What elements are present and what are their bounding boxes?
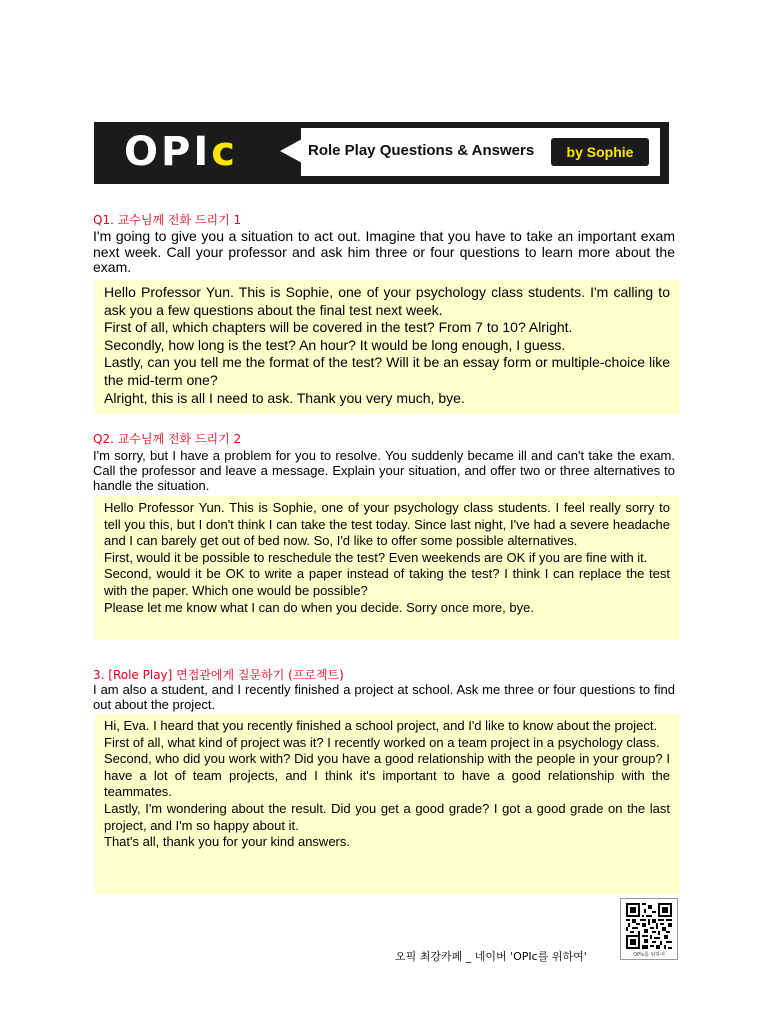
q2-answer-line: Please let me know what I can do when you decide. Sorry once more, bye. xyxy=(104,599,534,615)
arrow-pointer-icon xyxy=(280,139,302,163)
q3-answer-line: First of all, what kind of project was it? I recently worked on a team project in a psychology class. xyxy=(104,734,660,750)
q2-answer-line: Hello Professor Yun. This is Sophie, one of your psychology class students. I feel really sorry to tell you this, but I don't think I can take the test today. Since last night, I've had a severe headache and I can barely get out of bed now. So, I'd like to offer some possible alternatives. xyxy=(104,500,670,549)
q2-heading: Q2. 교수님께 전화 드리기 2 xyxy=(93,432,242,446)
q2-answer-line: Second, would it be OK to write a paper instead of taking the test? I think I can replace the test with the paper. Which one would be possible? xyxy=(104,566,670,598)
q1-answer-line: Alright, this is all I need to ask. Thank you very much, bye. xyxy=(104,389,465,406)
q1-answer-line: Secondly, how long is the test? An hour? It would be long enough, I guess. xyxy=(104,336,566,353)
qr-caption: OPIc를 위하여 xyxy=(633,952,665,958)
opic-logo: OPIc xyxy=(124,129,238,175)
footer-text: 오픽 최강카페 _ 네이버 'OPIc를 위하여' xyxy=(395,950,587,963)
qr-code[interactable] xyxy=(620,898,678,960)
q1-heading: Q1. 교수님께 전화 드리기 1 xyxy=(93,213,242,227)
title-box xyxy=(301,128,660,176)
q1-answer-line: First of all, which chapters will be covered in the test? From 7 to 10? Alright. xyxy=(104,319,573,336)
q3-answer-line: That's all, thank you for your kind answers. xyxy=(104,834,350,850)
q3-answer-line: Hi, Eva. I heard that you recently finished a school project, and I'd like to know about the project. xyxy=(104,718,658,733)
q3-heading: 3. [Role Play] 면접관에게 질문하기 (프로젝트) xyxy=(93,668,344,682)
q2-prompt: I'm sorry, but I have a problem for you to resolve. You suddenly became ill and can't take the exam. Call the professor and leave a message. Explain your situation, and offer two or three alternatives to handle the situation. xyxy=(93,448,675,493)
q1-prompt: I'm going to give you a situation to act out. Imagine that you have to take an important exam next week. Call your professor and ask him three or four questions to learn more about the exam. xyxy=(93,228,675,275)
author-badge: by Sophie xyxy=(551,138,649,166)
header-banner xyxy=(94,122,669,184)
q3-prompt: I am also a student, and I recently finished a project at school. Ask me three or four questions to find out about the project. xyxy=(93,682,675,712)
q3-answer-line: Second, who did you work with? Did you have a good relationship with the people in your group? I have a lot of team projects, and I think it's important to have a good relationship with the teammates. xyxy=(104,751,670,800)
q1-answer-line: Hello Professor Yun. This is Sophie, one of your psychology class students. I'm calling to ask you a few questions about the final test next week. xyxy=(104,284,670,318)
q3-answer-box xyxy=(95,714,680,894)
q1-answer-line: Lastly, can you tell me the format of the test? Will it be an essay form or multiple-choice like the mid-term one? xyxy=(104,354,670,388)
qr-code-icon xyxy=(626,903,672,949)
document-title: Role Play Questions & Answers xyxy=(308,142,535,159)
q2-answer-line: First, would it be possible to reschedule the test? Even weekends are OK if you are fine with it. xyxy=(104,549,648,565)
q1-answer-box xyxy=(95,280,680,414)
q2-answer-box xyxy=(95,496,680,640)
q3-answer-line: Lastly, I'm wondering about the result. Did you get a good grade? I got a good grade on the last project, and I'm so happy about it. xyxy=(104,800,670,833)
